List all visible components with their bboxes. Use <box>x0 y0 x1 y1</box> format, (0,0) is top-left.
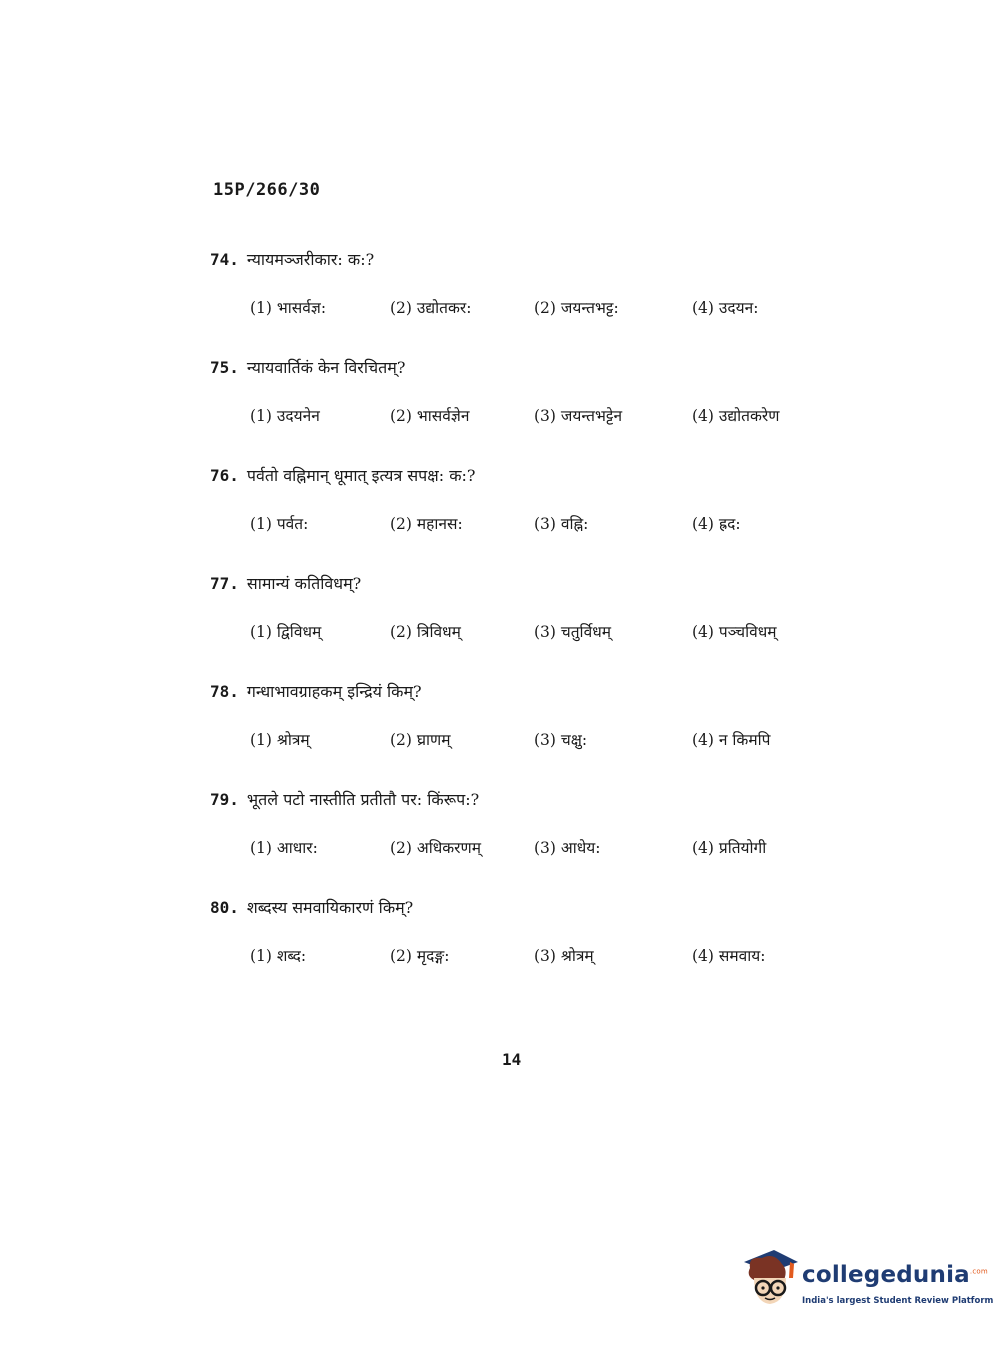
question-line <box>210 248 374 270</box>
question-text: सामान्यं कतिविधम्? <box>246 574 362 593</box>
question-list <box>200 248 840 1004</box>
question-text: शब्दस्य समवायिकारणं किम्? <box>246 898 414 917</box>
question-number: 77. <box>210 574 239 593</box>
option-3: (3) श्रोत्रम् <box>534 947 594 965</box>
option-list <box>250 404 850 428</box>
option-3: (3) आधेय: <box>534 839 601 857</box>
question-line <box>210 896 413 918</box>
question-line <box>210 788 479 810</box>
option-2: (2) मृदङ्ग: <box>390 947 450 965</box>
option-2: (2) उद्योतकर: <box>390 299 472 317</box>
option-2: (2) त्रिविधम् <box>390 623 461 641</box>
question-75 <box>200 356 840 464</box>
question-78 <box>200 680 840 788</box>
option-1: (1) शब्द: <box>250 947 307 965</box>
question-76 <box>200 464 840 572</box>
collegedunia-logo <box>740 1248 994 1318</box>
question-number: 80. <box>210 898 239 917</box>
logo-suffix: .com <box>969 1267 988 1276</box>
option-list <box>250 944 850 968</box>
option-list <box>250 728 850 752</box>
question-number: 74. <box>210 250 239 269</box>
option-4: (4) उदयन: <box>692 299 759 317</box>
question-line <box>210 572 361 594</box>
option-3: (3) चतुर्विधम् <box>534 623 611 641</box>
option-3: (3) वह्नि: <box>534 515 589 533</box>
paper-code: 15P/266/30 <box>213 180 321 200</box>
option-2: (2) महानस: <box>390 515 463 533</box>
question-number: 75. <box>210 358 239 377</box>
option-1: (1) श्रोत्रम् <box>250 731 310 749</box>
option-list <box>250 296 850 320</box>
option-4: (4) उद्योतकरेण <box>692 407 780 425</box>
option-2: (2) अधिकरणम् <box>390 839 481 857</box>
option-4: (4) न किमपि <box>692 731 771 749</box>
option-2: (2) घ्राणम् <box>390 731 451 749</box>
question-text: गन्धाभावग्राहकम् इन्द्रियं किम्? <box>246 682 422 701</box>
option-list <box>250 620 850 644</box>
logo-name: collegedunia <box>802 1262 970 1288</box>
question-text: न्यायवार्तिकं केन विरचितम्? <box>246 358 406 377</box>
mascot-icon <box>740 1248 800 1310</box>
question-77 <box>200 572 840 680</box>
question-74 <box>200 248 840 356</box>
option-4: (4) समवाय: <box>692 947 766 965</box>
page-number: 14 <box>502 1050 522 1069</box>
option-list <box>250 836 850 860</box>
question-79 <box>200 788 840 896</box>
logo-wordmark <box>802 1262 988 1288</box>
option-1: (1) भासर्वज्ञ: <box>250 299 327 317</box>
option-1: (1) द्विविधम् <box>250 623 322 641</box>
question-text: पर्वतो वह्निमान् धूमात् इत्यत्र सपक्ष: क:? <box>246 466 476 485</box>
option-3: (2) जयन्तभट्ट: <box>534 299 619 317</box>
question-number: 78. <box>210 682 239 701</box>
option-list <box>250 512 850 536</box>
option-1: (1) आधार: <box>250 839 318 857</box>
option-1: (1) उदयनेन <box>250 407 320 425</box>
option-4: (4) पञ्चविधम् <box>692 623 777 641</box>
option-3: (3) जयन्तभट्टेन <box>534 407 623 425</box>
question-number: 76. <box>210 466 239 485</box>
option-2: (2) भासर्वज्ञेन <box>390 407 470 425</box>
question-80 <box>200 896 840 1004</box>
question-number: 79. <box>210 790 239 809</box>
option-4: (4) ह्रद: <box>692 515 741 533</box>
option-3: (3) चक्षु: <box>534 731 588 749</box>
option-1: (1) पर्वत: <box>250 515 309 533</box>
question-line <box>210 464 475 486</box>
question-text: भूतले पटो नास्तीति प्रतीतौ पर: किंरूप:? <box>246 790 480 809</box>
logo-tagline: India's largest Student Review Platform <box>802 1296 994 1306</box>
question-line <box>210 356 405 378</box>
question-text: न्यायमञ्जरीकार: क:? <box>246 250 375 269</box>
question-line <box>210 680 422 702</box>
option-4: (4) प्रतियोगी <box>692 839 767 857</box>
